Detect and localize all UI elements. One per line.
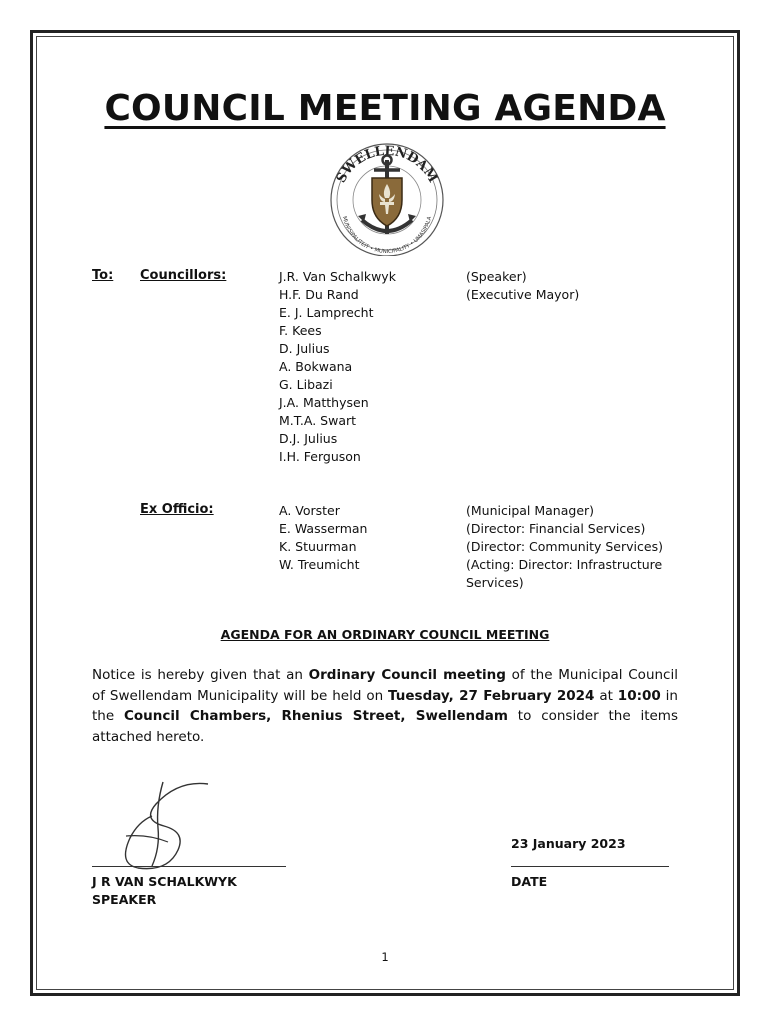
councillor-name: D.J. Julius [279, 431, 338, 446]
ex-officio-role: (Director: Community Services) [466, 539, 663, 554]
signatory-title: SPEAKER [92, 892, 157, 907]
handwritten-signature [108, 776, 218, 876]
ex-officio-roles-list [466, 502, 663, 592]
ex-officio-names-list [279, 502, 367, 574]
councillor-name: M.T.A. Swart [279, 413, 357, 428]
councillor-roles-list [466, 268, 579, 304]
date-line [511, 866, 669, 867]
councillor-name: E. J. Lamprecht [279, 305, 374, 320]
ex-officio-label: Ex Officio: [140, 502, 214, 517]
councillor-name: J.R. Van Schalkwyk [279, 269, 396, 284]
ex-officio-name: K. Stuurman [279, 539, 357, 554]
document-title: COUNCIL MEETING AGENDA [104, 88, 666, 129]
councillor-name: A. Bokwana [279, 359, 353, 374]
ex-officio-role-continuation: Services) [466, 575, 524, 590]
swellendam-crest-logo [322, 138, 452, 256]
councillor-name: D. Julius [279, 341, 330, 356]
page-number: 1 [381, 950, 389, 964]
ex-officio-role: (Municipal Manager) [466, 503, 595, 518]
councillors-label: Councillors: [140, 268, 227, 283]
to-label: To: [92, 268, 114, 283]
ex-officio-name: A. Vorster [279, 503, 340, 518]
signatory-name: J R VAN SCHALKWYK [92, 874, 237, 889]
councillor-name: H.F. Du Rand [279, 287, 359, 302]
councillor-role: (Executive Mayor) [466, 287, 580, 302]
councillor-name: I.H. Ferguson [279, 449, 361, 464]
ex-officio-name: W. Treumicht [279, 557, 360, 572]
date-label: DATE [511, 874, 548, 889]
councillor-name: J.A. Matthysen [279, 395, 369, 410]
date-value: 23 January 2023 [511, 836, 626, 851]
councillor-names-list [279, 268, 396, 466]
ex-officio-role: (Director: Financial Services) [466, 521, 646, 536]
crest-top-text: SWELLENDAM [333, 143, 441, 186]
notice-paragraph: Notice is hereby given that an Ordinary Council meeting of the Municipal Council of Swellendam Municipality will be held on Tuesday, 27 February 2024 at 10:00 in the Council Chambers, Rhenius Street, Swellendam to consider the items attached hereto. [92, 667, 678, 745]
ex-officio-name: E. Wasserman [279, 521, 368, 536]
councillor-name: F. Kees [279, 323, 322, 338]
ex-officio-role: (Acting: Director: Infrastructure [466, 557, 663, 572]
signature-line [92, 866, 286, 867]
agenda-heading: AGENDA FOR AN ORDINARY COUNCIL MEETING [220, 627, 550, 642]
councillor-role: (Speaker) [466, 269, 527, 284]
councillor-name: G. Libazi [279, 377, 333, 392]
crest-bottom-text: MUNISIPALITEIT • MUNICIPALITY • UMASIPALA [340, 215, 434, 256]
